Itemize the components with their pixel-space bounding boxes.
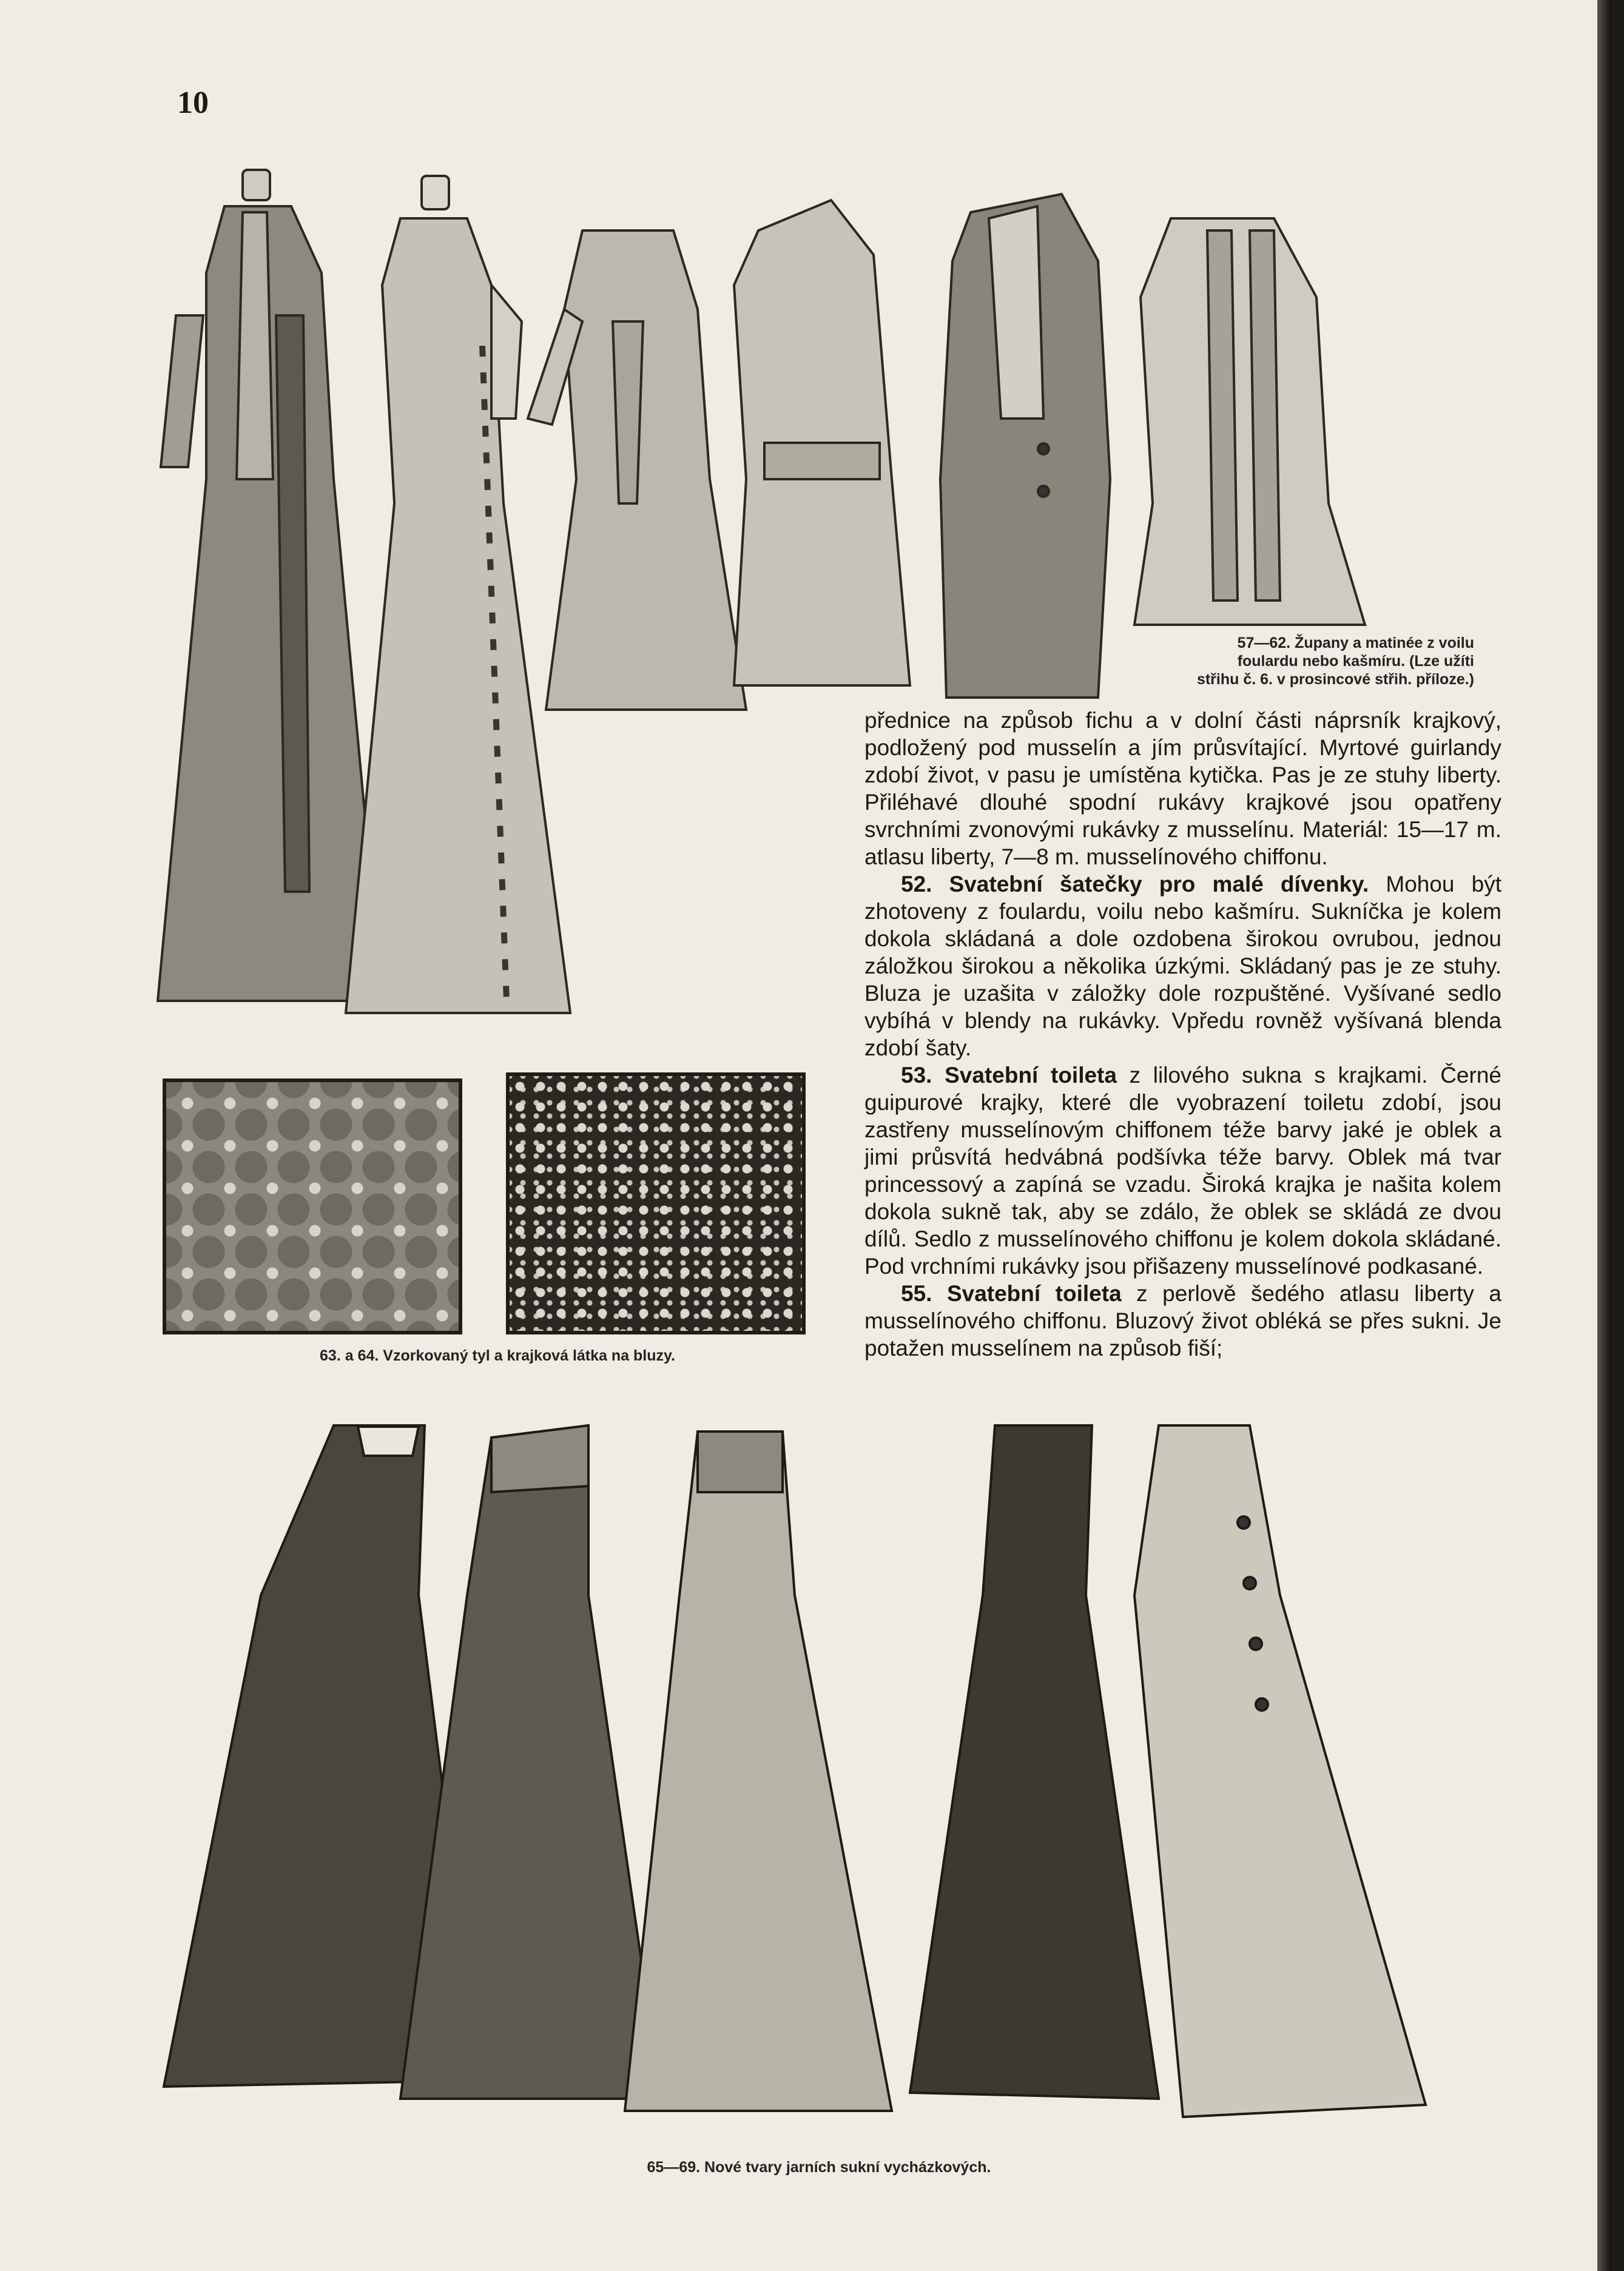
dresses-caption xyxy=(1153,634,1474,688)
article-paragraph-text: z perlově šedého atlasu liberty a musselínového chiffonu. Bluzový život obléká se přes sukni. Je potažen musselínem na způsob fiší; xyxy=(864,1281,1501,1361)
article-paragraph-text: z lilového sukna s krajkami. Černé guipurové krajky, které dle vyobrazení toiletu zdobí, jsou zastřeny musselínovým chiffonem téže barvy jaké je oblek a jimi průsvítá hedvábná podšívka téže barvy. Oblek má tvar princessový a zapíná se vzadu. Široká krajka je našita kolem dokola sukně tak, aby se zdálo, že oblek se skládá ze dvou dílů. Sedlo z musselínového chiffonu je kolem dokola skládané. Pod vrchními rukávky jsou přišazeny musselínové podkasané. xyxy=(864,1063,1501,1279)
book-spine xyxy=(1597,0,1611,2271)
matinee-illustration xyxy=(1134,218,1365,625)
caption-line: 57—62. Župany a matinée z voilu xyxy=(1237,634,1474,651)
skirts-caption: 65—69. Nové tvary jarních sukní vycházkových. xyxy=(647,2159,991,2176)
article-paragraph: přednice na způsob fichu a v dolní části náprsník krajkový, podložený pod musselín a jím průsvítající. Myrtové guirlandy zdobí život, v pasu je umístěna kytička. Pas je ze stuhy liberty. Přiléhavé dlouhé spodní rukávy krajkové jsou opatřeny svrchními zvonovými rukávky z musselínu. Materiál: 15—17 m. atlasu liberty, 7—8 m. musselínového chiffonu. xyxy=(864,708,1501,869)
page-number: 10 xyxy=(177,86,209,120)
skirt-illustration xyxy=(910,1425,1159,2099)
jacket-illustration xyxy=(734,200,910,685)
article-paragraph-text: Mohou být zhotoveny z foulardu, voilu nebo kašmíru. Sukníčka je kolem dokola skládaná a dole ozdobena širokou ovrubou, jednou záložkou širokou a několika úzkými. Skládaný pas je ze stuhy. Bluza je uzašita v záložky dole rozpuštěné. Vyšívané sedlo vybíhá v blendy na rukávky. Vpředu rovněž vyšívaná blenda zdobí šaty. xyxy=(864,872,1501,1060)
article-heading: 52. Svatební šatečky pro malé dívenky. xyxy=(901,872,1369,897)
coat-illustration xyxy=(940,194,1110,698)
lace-fabric-swatch xyxy=(506,1072,806,1334)
dress-illustration xyxy=(528,230,746,710)
article-heading: 55. Svatební toileta xyxy=(901,1281,1122,1306)
skirt-illustration xyxy=(625,1432,892,2111)
caption-line: střihu č. 6. v prosincové střih. příloze.) xyxy=(1196,671,1474,688)
swatches-caption: 63. a 64. Vzorkovaný tyl a krajková látka na bluzy. xyxy=(320,1347,675,1364)
skirts-illustration xyxy=(140,1413,1486,2141)
skirt-illustration xyxy=(1134,1425,1426,2117)
article-heading: 53. Svatební toileta xyxy=(901,1063,1117,1088)
caption-line: foulardu nebo kašmíru. (Lze užíti xyxy=(1237,653,1474,670)
article-paragraph xyxy=(864,870,1501,1061)
patterned-tulle-swatch xyxy=(163,1078,462,1334)
article-text xyxy=(864,707,1501,1362)
article-paragraph xyxy=(864,1061,1501,1280)
gown-illustration xyxy=(346,176,570,1013)
article-paragraph xyxy=(864,1280,1501,1362)
gown-illustration xyxy=(158,170,382,1001)
